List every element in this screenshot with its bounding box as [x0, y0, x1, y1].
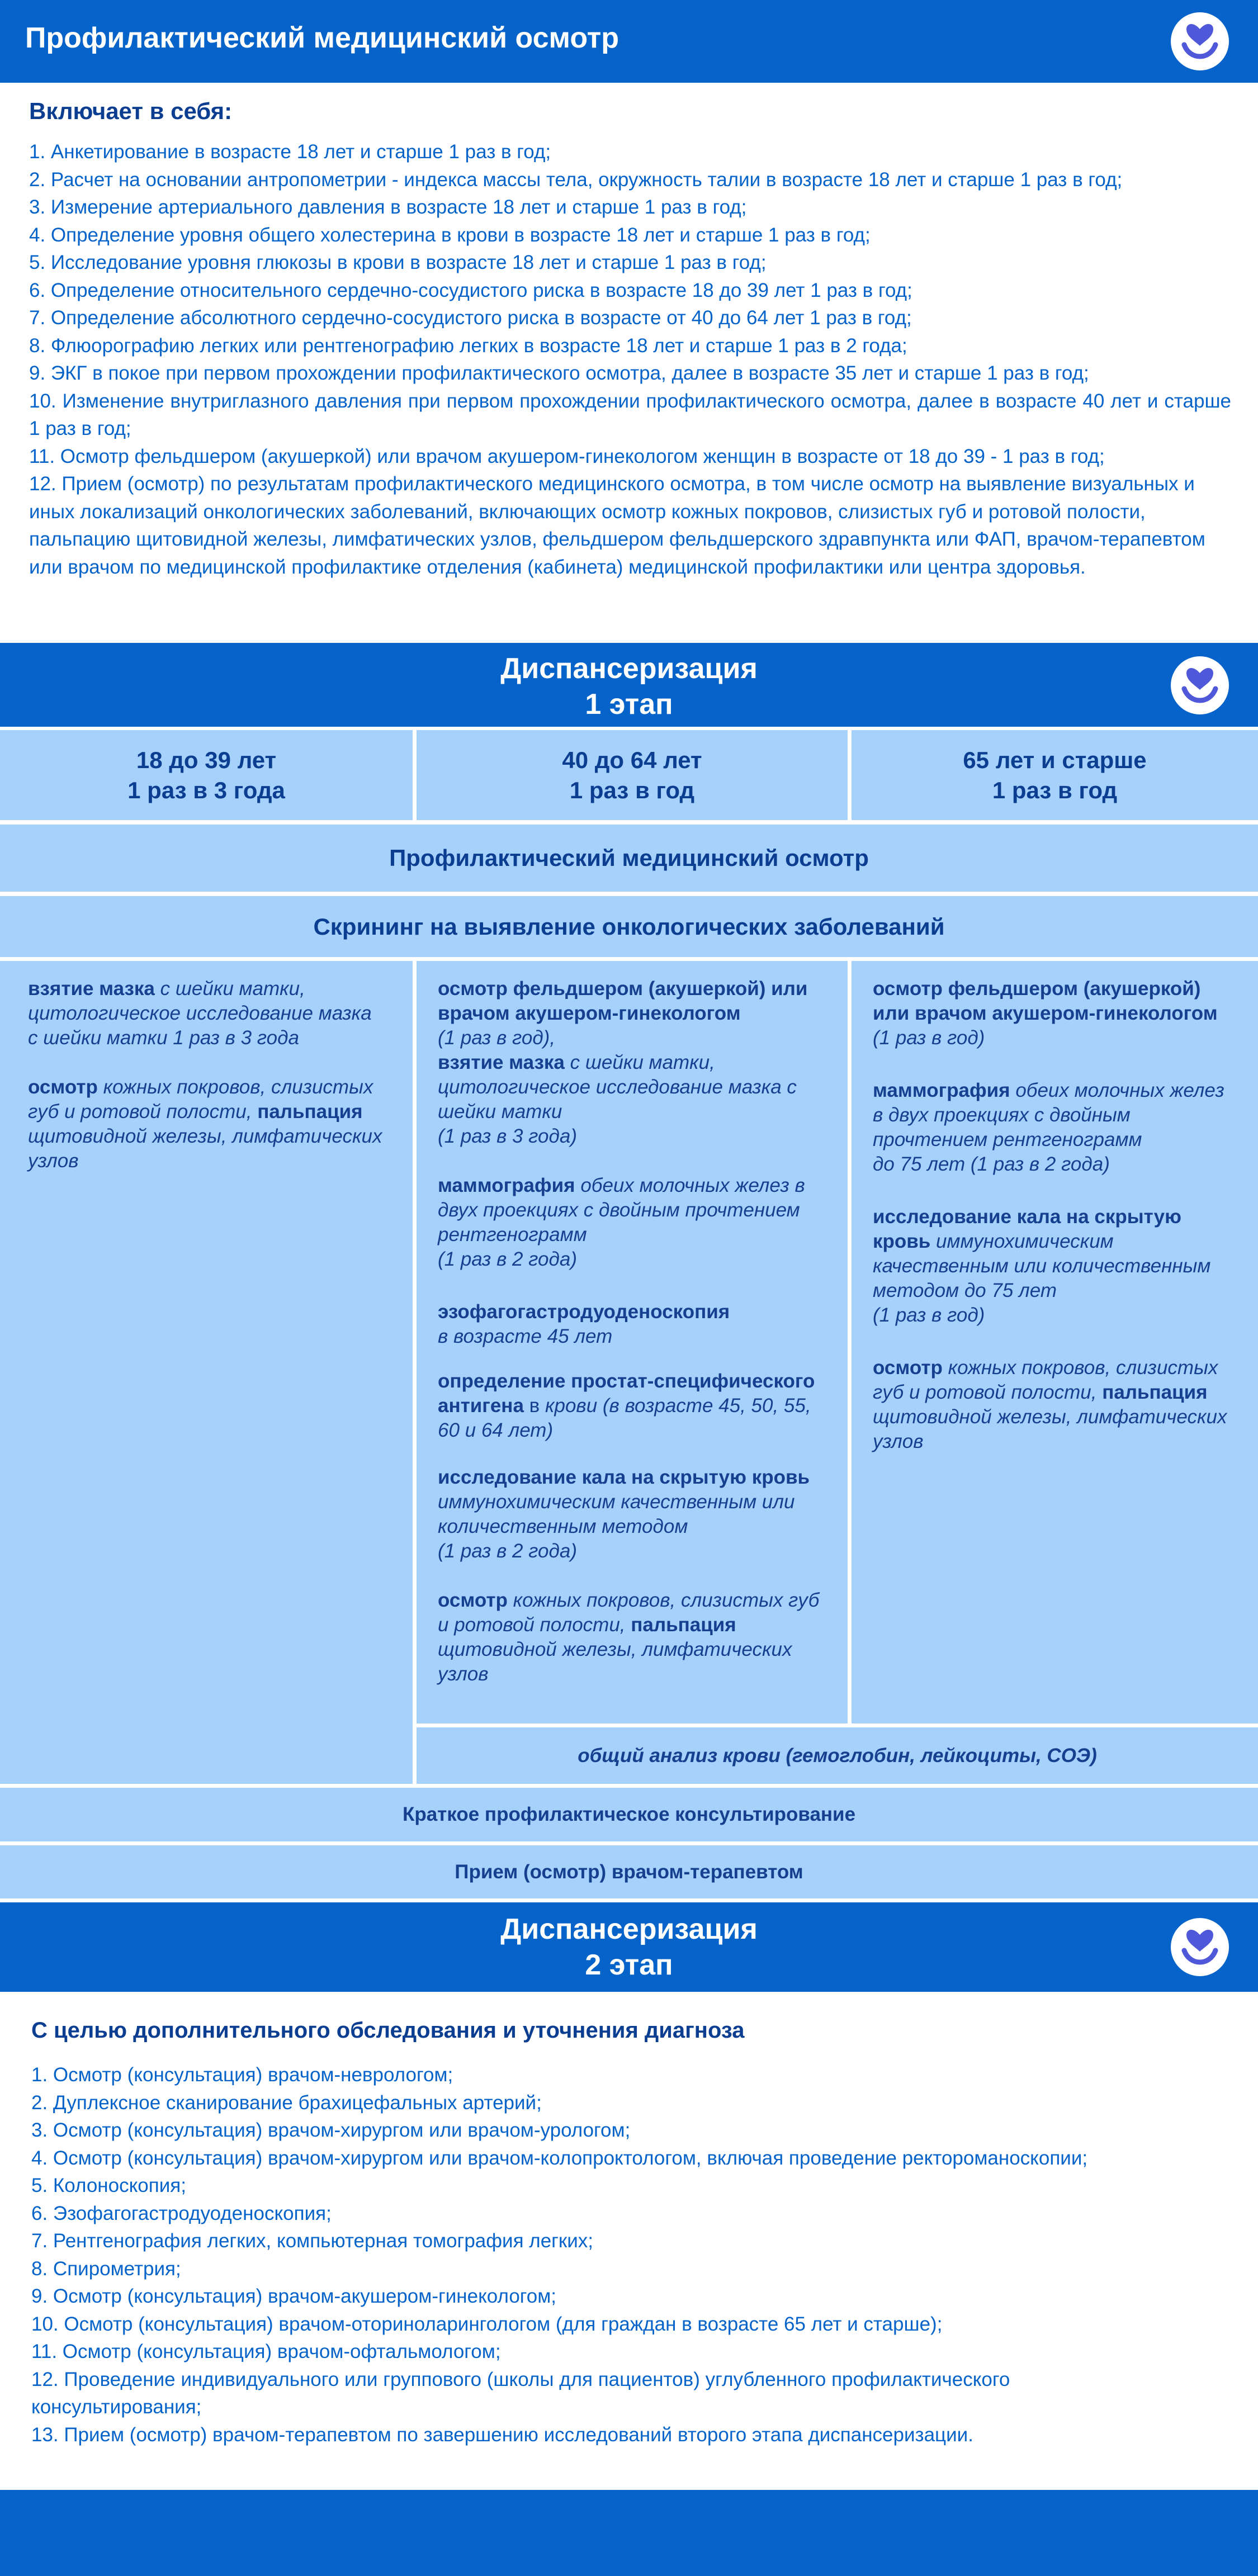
age-range: 18 до 39 лет [136, 746, 277, 773]
stage2-header [0, 1902, 1258, 1992]
list-item: 5. Колоноскопия; [31, 2175, 186, 2196]
age-frequency: 1 раз в год [992, 776, 1118, 803]
heart-check-logo-icon [1171, 656, 1229, 714]
list-item: 2. Дуплексное сканирование брахицефальных артерий; [31, 2091, 542, 2114]
row-prof-exam: Профилактический медицинский осмотр [0, 825, 1258, 892]
stage2-title-line2: 2 этап [585, 1949, 673, 1981]
list-item: 3. Измерение артериального давления в возрасте 18 лет и старше 1 раз в год; [29, 196, 747, 218]
age-range: 65 лет и старше [963, 746, 1147, 773]
age-frequency: 1 раз в год [569, 776, 695, 803]
list-item: 7. Рентгенография легких, компьютерная томография легких; [31, 2230, 594, 2252]
list-item: 8. Флюорографию легких или рентгенографию легких в возрасте 18 лет и старше 1 раз в 2 года; [29, 334, 907, 357]
age-group-40-64 [417, 730, 848, 820]
row-brief-consult: Краткое профилактическое консультирование [0, 1788, 1258, 1841]
list-item: 12. Прием (осмотр) по результатам профилактического медицинского осмотра, в том числе осмотр на выявление визуальных и иных локализаций онкологических заболеваний, включающих осмотр кожных покровов, слизистых губ и ротовой полости, пальпацию щитовидной железы, лимфатических узлов, фельдшером фельдшерского здравпункта или ФАП, врачом-терапевтом или врачом по медицинской профилактике отделения (кабинета) медицинской профилактики или центра здоровья. [29, 473, 1205, 578]
list-item: 4. Осмотр (консультация) врачом-хирургом или врачом-колопроктологом, включая проведение ректороманоскопии; [31, 2147, 1088, 2169]
footer-bar [0, 2490, 1258, 2576]
age-frequency: 1 раз в 3 года [127, 776, 285, 803]
stage2-list [31, 2061, 1231, 2449]
stage1-title-line2: 1 этап [585, 688, 673, 721]
heart-check-logo-icon [1171, 12, 1229, 70]
stage2-title [0, 1911, 1258, 1983]
term: взятие мазка [28, 978, 155, 1000]
row-therapist: Прием (осмотр) врачом-терапевтом [0, 1845, 1258, 1898]
list-item: 11. Осмотр (консультация) врачом-офтальмологом; [31, 2341, 501, 2362]
age-group-18-39 [0, 730, 413, 820]
col-40-64-content: осмотр фельдшером (акушеркой) или врачом акушером-гинекологом (1 раз в год), взятие мазка с шейки матки, цитологическое исследование мазка с шейки матки (1 раз в 3 года) маммография обеих молочных желез в двух проекциях с двойным прочтением рентгенограмм (1 раз в 2 года) эзофагогастродуоденоскопия в возрасте 45 лет определение простат-специфического антигена в крови (в возрасте 45, 50, 55, 60 и 64 лет) исследование кала на скрытую кровь иммунохимическим качественным или количественным методом (1 раз в 2 года) осмотр кожных покровов, слизистых губ и ротовой полости, пальпация щитовидной железы, лимфатических узлов [417, 961, 848, 1723]
list-item: 1. Анкетирование в возрасте 18 лет и старше 1 раз в год; [29, 141, 551, 163]
list-item: 1. Осмотр (консультация) врачом-неврологом; [31, 2064, 453, 2086]
blood-test-row: общий анализ крови (гемоглобин, лейкоциты, СОЭ) [417, 1727, 1258, 1784]
list-item: 6. Эзофагогастродуоденоскопия; [31, 2202, 332, 2224]
list-item: 11. Осмотр фельдшером (акушеркой) или врачом акушером-гинекологом женщин в возрасте от 18 до 39 - 1 раз в год; [29, 445, 1105, 467]
list-item: 12. Проведение индивидуального или группового (школы для пациентов) углубленного профилактического консультирования; [31, 2368, 1010, 2418]
list-item: 5. Исследование уровня глюкозы в крови в возрасте 18 лет и старше 1 раз в год; [29, 252, 767, 273]
heart-check-logo-icon [1171, 1918, 1229, 1976]
stage2-title-line1: Диспансеризация [500, 1913, 758, 1945]
age-group-65-plus [852, 730, 1258, 820]
page-title: Профилактический медицинский осмотр [25, 22, 619, 54]
col-65-plus-content: осмотр фельдшером (акушеркой) или врачом акушером-гинекологом (1 раз в год) маммография обеих молочных желез в двух проекциях с двойным прочтением рентгенограмм до 75 лет (1 раз в 2 года) исследование кала на скрытую кровь иммунохимическим качественным или количественным методом до 75 лет (1 раз в год) осмотр кожных покровов, слизистых губ и ротовой полости, пальпация щитовидной железы, лимфатических узлов [852, 961, 1258, 1723]
stage1-header [0, 643, 1258, 727]
row-oncology-screening: Скрининг на выявление онкологических заболеваний [0, 896, 1258, 957]
list-item: 10. Изменение внутриглазного давления при первом прохождении профилактического осмотра, далее в возрасте 40 лет и старше 1 раз в год; [29, 390, 1231, 439]
list-item: 4. Определение уровня общего холестерина в крови в возрасте 18 лет и старше 1 раз в год; [29, 224, 871, 246]
list-item: 2. Расчет на основании антропометрии - индекса массы тела, окружность талии в возрасте 18 лет и старше 1 раз в год; [29, 168, 1123, 191]
stage1-title-line1: Диспансеризация [500, 652, 758, 685]
list-item: 13. Прием (осмотр) врачом-терапевтом по завершению исследований второго этапа диспансеризации. [31, 2423, 973, 2446]
section-title: Включает в себя: [29, 98, 233, 124]
stage2-subtitle: С целью дополнительного обследования и уточнения диагноза [31, 2018, 745, 2043]
list-item: 8. Спирометрия; [31, 2257, 181, 2280]
list-item: 7. Определение абсолютного сердечно-сосудистого риска в возрасте от 40 до 64 лет 1 раз в год; [29, 307, 912, 329]
list-item: 3. Осмотр (консультация) врачом-хирургом или врачом-урологом; [31, 2119, 631, 2141]
prof-exam-list [29, 138, 1231, 581]
list-item: 9. ЭКГ в покое при первом прохождении профилактического осмотра, далее в возрасте 35 лет и старше 1 раз в год; [29, 362, 1089, 384]
list-item: 10. Осмотр (консультация) врачом-оториноларингологом (для граждан в возрасте 65 лет и старше); [31, 2313, 943, 2335]
list-item: 9. Осмотр (консультация) врачом-акушером-гинекологом; [31, 2285, 557, 2307]
age-range: 40 до 64 лет [562, 746, 702, 773]
header-bar [0, 0, 1258, 83]
col-18-39-content: взятие мазка с шейки матки, цитологическое исследование мазка с шейки матки 1 раз в 3 года осмотр кожных покровов, слизистых губ и ротовой полости, пальпация щитовидной железы, лимфатических узлов [0, 961, 413, 1784]
list-item: 6. Определение относительного сердечно-сосудистого риска в возрасте 18 до 39 лет 1 раз в год; [29, 279, 912, 301]
stage1-title [0, 651, 1258, 722]
